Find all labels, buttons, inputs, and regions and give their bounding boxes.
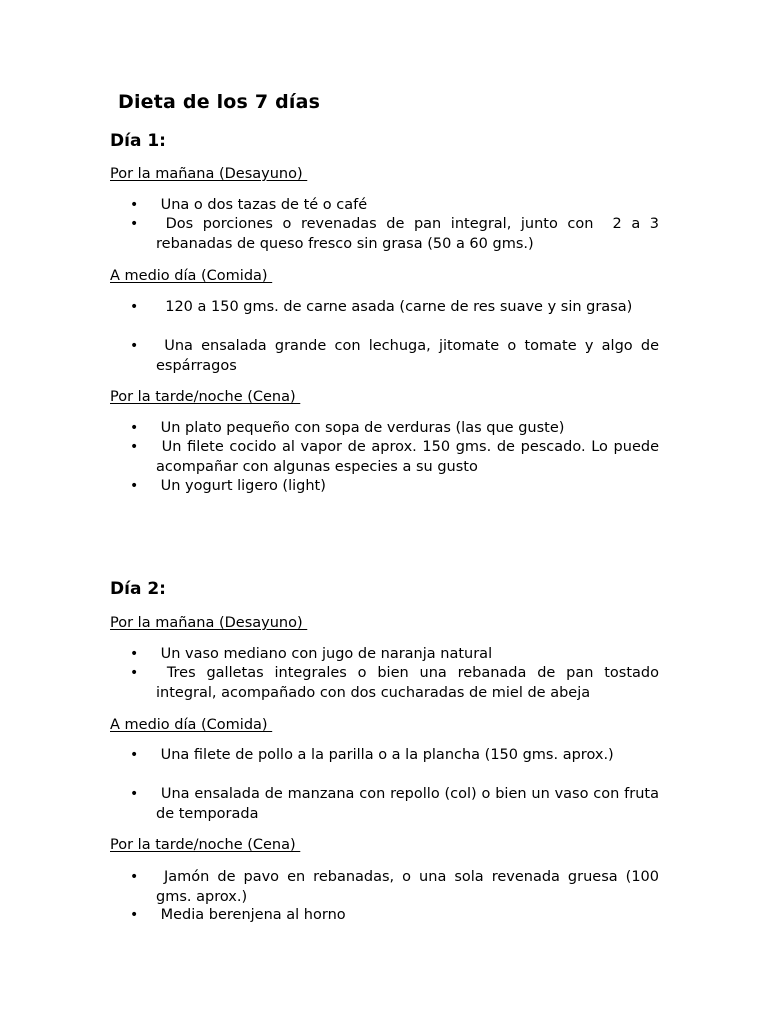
list-item-text: Un yogurt ligero (light) [156,478,326,494]
bullet-icon: • [130,299,139,315]
list-item-text: Una ensalada de manzana con repollo (col) o bien un vaso con fruta de temporada [156,786,664,822]
bullet-icon: • [130,338,139,354]
list-item [130,477,659,497]
day-1-lunch-heading: A medio día (Comida) [110,268,273,284]
list-item [130,906,659,926]
list-item [130,215,664,254]
bullet-icon: • [130,747,139,763]
list-item-text: Un plato pequeño con sopa de verduras (las que guste) [156,420,565,436]
day-1-dinner-heading: Por la tarde/noche (Cena) [110,389,301,405]
list-item [130,419,659,439]
document-title: Dieta de los 7 días [118,91,321,113]
list-item [130,868,664,907]
list-item [130,664,664,703]
bullet-icon: • [130,478,139,494]
day-2-dinner-heading: Por la tarde/noche (Cena) [110,837,301,853]
day-1-breakfast-heading: Por la mañana (Desayuno) [110,166,308,182]
list-item-text: Dos porciones o revenadas de pan integral, junto con 2 a 3 rebanadas de queso fresco sin grasa (50 a 60 gms.) [156,216,664,252]
list-item-text: Jamón de pavo en rebanadas, o una sola revenada gruesa (100 gms. aprox.) [156,869,664,905]
day-2-heading: Día 2: [110,579,166,599]
list-item-text: Media berenjena al horno [156,907,346,923]
bullet-icon: • [130,420,139,436]
bullet-icon: • [130,665,139,681]
list-item-text: Una ensalada grande con lechuga, jitomate o tomate y algo de espárragos [156,338,664,374]
list-item-text: Una o dos tazas de té o café [156,197,368,213]
bullet-icon: • [130,786,139,802]
list-item [130,785,664,824]
list-item-text: Tres galletas integrales o bien una rebanada de pan tostado integral, acompañado con dos cucharadas de miel de abeja [156,665,664,701]
list-item-text: Un filete cocido al vapor de aprox. 150 gms. de pescado. Lo puede acompañar con algunas especies a su gusto [156,439,664,475]
list-item [130,298,659,318]
list-item [130,337,664,376]
list-item [130,438,664,477]
bullet-icon: • [130,197,139,213]
bullet-icon: • [130,439,139,455]
bullet-icon: • [130,869,139,885]
day-2-lunch-heading: A medio día (Comida) [110,717,273,733]
list-item-text: Una filete de pollo a la parilla o a la plancha (150 gms. aprox.) [156,747,614,763]
bullet-icon: • [130,646,139,662]
bullet-icon: • [130,907,139,923]
day-2-breakfast-heading: Por la mañana (Desayuno) [110,615,308,631]
list-item [130,746,659,766]
list-item [130,645,659,665]
bullet-icon: • [130,216,139,232]
day-1-heading: Día 1: [110,131,166,151]
list-item-text: 120 a 150 gms. de carne asada (carne de res suave y sin grasa) [156,299,633,315]
list-item [130,196,659,216]
list-item-text: Un vaso mediano con jugo de naranja natural [156,646,493,662]
